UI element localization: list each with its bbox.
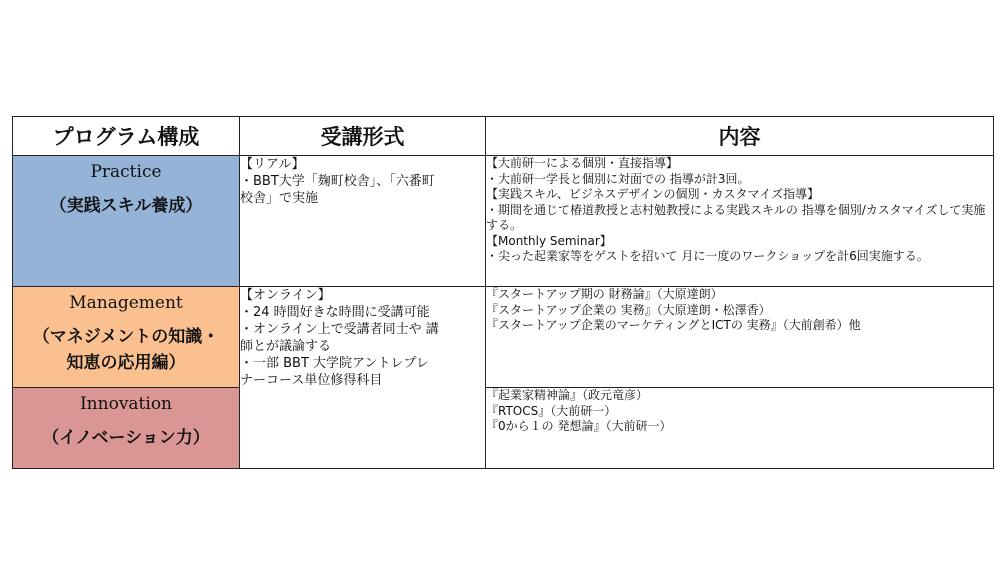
format-real-line: 校舎」で実施 (240, 191, 319, 206)
practice-title: Practice (90, 162, 162, 182)
innovation-cell (13, 388, 240, 469)
header-row (13, 117, 994, 156)
content-line: 『RTOCS』（大前研一） (486, 403, 617, 418)
header-content: 内容 (486, 117, 994, 156)
management-cell (13, 287, 240, 388)
row-practice (13, 156, 994, 287)
format-online-line: ・オンライン上で受講者同士や 講 (240, 322, 439, 337)
content-line: 【実践スキル、ビジネスデザインの個別・カスタマイズ指導】 (486, 187, 820, 201)
format-real-title: 【リアル】 (240, 157, 305, 172)
format-online-line: ・一部 BBT 大学院アントレプレ (240, 356, 430, 371)
format-online-cell (240, 287, 486, 469)
format-online-line: ナーコース単位修得科目 (240, 373, 383, 388)
innovation-title: Innovation (79, 394, 173, 414)
content-line: ・期間を通じて椿道教授と志村勉教授による実践スキルの 指導を個別/カスタマイズして実施する。 (486, 202, 986, 232)
content-line: 『スタートアップ企業の 実務』（大原達朗・松澤香） (486, 302, 771, 317)
format-real-line: ・BBT大学「麹町校舎」、「六番町 (240, 174, 435, 189)
content-line: 『起業家精神論』（政元竜彦） (486, 388, 649, 402)
content-line: 『0から１の 発想論』（大前研一） (486, 419, 672, 433)
management-subtitle (13, 325, 239, 376)
content-line: 【大前研一による個別・直接指導】 (486, 156, 679, 170)
practice-content-cell (486, 156, 994, 287)
management-subtitle-line2: 知恵の応用編） (66, 352, 186, 373)
row-management (13, 287, 994, 388)
content-line: 【Monthly Seminar】 (486, 233, 612, 248)
header-program: プログラム構成 (13, 117, 240, 156)
format-online-title: 【オンライン】 (240, 288, 331, 303)
content-line: ・尖った起業家等をゲストを招いて 月に一度のワークショップを計6回実施する。 (486, 249, 929, 263)
innovation-subtitle: （イノベーション力） (42, 428, 210, 448)
format-real-cell (240, 156, 486, 287)
content-line: ・大前研一学長と個別に対面での 指導が計3回。 (486, 171, 750, 186)
management-title: Management (69, 293, 183, 313)
innovation-content-cell (486, 388, 994, 469)
practice-subtitle: （実践スキル養成） (49, 196, 203, 216)
practice-cell (13, 156, 240, 287)
content-line: 『スタートアップ企業のマーケティングとICTの 実務』（大前創希）他 (486, 318, 861, 332)
format-online-line: 師とが議論する (240, 339, 332, 354)
format-online-line: ・24 時間好きな時間に受講可能 (240, 305, 430, 320)
content-line: 『スタートアップ期の 財務論』（大原達朗） (486, 287, 723, 301)
management-subtitle-line1: （マネジメントの知識・ (32, 327, 220, 347)
header-format: 受講形式 (240, 117, 486, 156)
program-table (12, 116, 994, 469)
management-content-cell (486, 287, 994, 388)
row-innovation (13, 388, 994, 469)
